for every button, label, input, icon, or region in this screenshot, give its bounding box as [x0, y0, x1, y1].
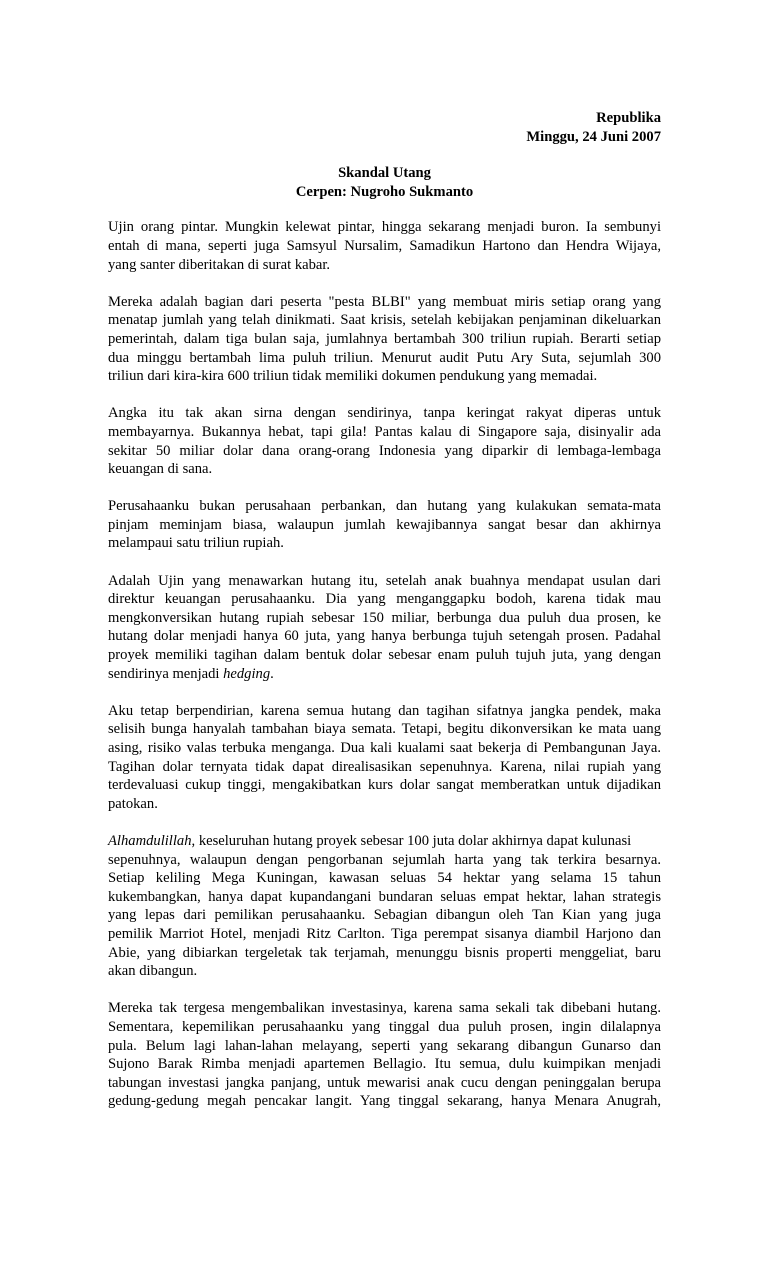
text-line: mengkonversikan hutang rupiah sebesar 150 miliar, berbunga dua puluh dua prosen, ke [108, 609, 661, 626]
text-fragment: . [270, 665, 274, 682]
text-line: akan dibangun. [108, 963, 198, 980]
title-block [108, 164, 661, 201]
text-line: Perusahaanku bukan perusahaan perbankan, dan hutang yang kulakukan semata-mata [108, 498, 661, 515]
publication-name: Republika [596, 110, 661, 126]
paragraph-3 [108, 404, 661, 478]
text-line: Angka itu tak akan sirna dengan sendirinya, tanpa keringat rakyat diperas untuk [108, 405, 661, 422]
text-line: pemilik Marriot Hotel, menjadi Ritz Carlton. Tiga perempat sisanya diambil Harjono dan [108, 925, 661, 942]
text-line: pinjam meminjam biasa, walaupun jumlah kewajibannya sangat besar dan akhirnya [108, 516, 661, 533]
text-line [108, 665, 661, 684]
paragraph-5 [108, 572, 661, 684]
text-line: Mereka adalah bagian dari peserta "pesta BLBI" yang membuat miris setiap orang yang [108, 293, 661, 310]
text-line: Mereka tak tergesa mengembalikan investasinya, karena sama sekali tak dibebani hutang. [108, 1000, 661, 1017]
text-line: hutang dolar menjadi hanya 60 juta, yang hanya berbunga tujuh setengah prosen. Padahal [108, 628, 661, 645]
document-page [108, 109, 661, 1129]
masthead [108, 109, 661, 146]
article-author: Cerpen: Nugroho Sukmanto [295, 183, 474, 200]
text-line [108, 832, 661, 851]
paragraph-4 [108, 497, 661, 553]
text-line: sekitar 50 miliar dolar dana orang-orang Indonesia yang diparkir di lembaga-lembaga [108, 442, 661, 459]
text-line: Abie, yang dibiarkan tergeletak tak terjamah, menunggu bisnis properti menggeliat, baru [108, 944, 661, 961]
article-body [108, 218, 661, 1111]
text-line: asing, risiko valas terbuka menganga. Dua kali kualami saat bekerja di Pembangunan Jaya. [108, 740, 661, 756]
text-line: pula. Belum lagi lahan-lahan melayang, seperti yang sekarang dibangun Gunarso dan [108, 1037, 661, 1054]
text-line: Adalah Ujin yang menawarkan hutang itu, setelah anak buahnya mendapat usulan dari [108, 572, 661, 589]
text-line: melampaui satu triliun rupiah. [108, 535, 284, 552]
text-line: keuangan di sana. [108, 461, 213, 478]
text-line: pemerintah, dalam tiga bulan saja, jumlahnya bertambah 300 triliun rupiah. Berarti setiap [108, 330, 661, 347]
text-line: Ujin orang pintar. Mungkin kelewat pintar, hingga sekarang menjadi buron. Ia sembunyi [108, 219, 661, 236]
text-line: tabungan investasi jangka panjang, untuk mewarisi anak cucu dengan peninggalan berupa [108, 1074, 661, 1091]
italic-term: Alhamdulillah [108, 832, 192, 849]
text-line: triliun dari kira-kira 600 triliun tidak memiliki dokumen pendukung yang memadai. [108, 368, 598, 385]
text-line: Tagihan dolar ternyata tidak dapat direalisasikan sepenuhnya. Karena, nilai rupiah yang [108, 758, 661, 775]
text-line: menatap jumlah yang telah dinikmati. Saat krisis, setelah kebijakan penjaminan dikeluarkan [108, 312, 661, 329]
article-title: Skandal Utang [338, 165, 431, 182]
paragraph-7 [108, 832, 661, 981]
paragraph-1 [108, 218, 661, 274]
text-fragment: , keseluruhan hutang proyek sebesar 100 juta dolar akhirnya dapat kulunasi [191, 832, 632, 849]
text-line: selisih bunga hanyalah tambahan biaya semata. Tetapi, begitu dikonversikan ke mata uang [108, 721, 661, 738]
publication-date: Minggu, 24 Juni 2007 [526, 128, 661, 145]
text-line: terdevaluasi cukup tinggi, mengakibatkan kurs dolar sangat memberatkan untuk dijadikan [108, 777, 661, 794]
text-line: yang lepas dari pemilikan perusahaanku. Sebagian dibangun oleh Tan Kian yang juga [108, 907, 661, 924]
text-line: yang santer diberitakan di surat kabar. [108, 256, 331, 273]
text-line: Sementara, kepemilikan perusahaanku yang tinggal dua puluh prosen, ingin dilalapnya [108, 1018, 661, 1035]
text-line: sepenuhnya, walaupun dengan pengorbanan sejumlah harta yang tak terkira besarnya. [108, 851, 661, 868]
text-line: Aku tetap berpendirian, karena semua hutang dan tagihan sifatnya jangka pendek, maka [108, 702, 661, 719]
text-line: proyek memiliki tagihan dalam bentuk dolar sebesar enam puluh tujuh juta, yang dengan [108, 647, 661, 664]
paragraph-6 [108, 702, 661, 814]
text-line: membayarnya. Bukannya hebat, tapi gila! Pantas kalau di Singapore saja, disinyalir ada [108, 423, 661, 440]
text-line: dua minggu bertambah lima puluh triliun. Menurut audit Putu Ary Suta, sejumlah 300 [108, 349, 661, 366]
paragraph-2 [108, 293, 661, 386]
text-line: kukembangkan, hanya dapat kupandangani bundaran seluas empat hektar, lahan strategis [108, 888, 661, 905]
text-line: direktur keuangan perusahaanku. Dia yang menganggapku bodoh, karena tidak mau [108, 591, 661, 608]
italic-term: hedging [223, 665, 271, 682]
text-line: patokan. [108, 795, 158, 812]
text-line: Setiap keliling Mega Kuningan, kawasan seluas 54 hektar yang selama 15 tahun [108, 870, 661, 887]
text-line: gedung-gedung megah pencakar langit. Yang tinggal sekarang, hanya Menara Anugrah, [108, 1093, 661, 1110]
paragraph-8 [108, 999, 661, 1111]
text-line: Sujono Barak Rimba menjadi apartemen Bellagio. Itu semua, dulu kuimpikan menjadi [108, 1056, 661, 1073]
text-fragment: sendirinya menjadi [108, 665, 224, 682]
text-line: entah di mana, seperti juga Samsyul Nursalim, Samadikun Hartono dan Hendra Wijaya, [108, 237, 661, 254]
